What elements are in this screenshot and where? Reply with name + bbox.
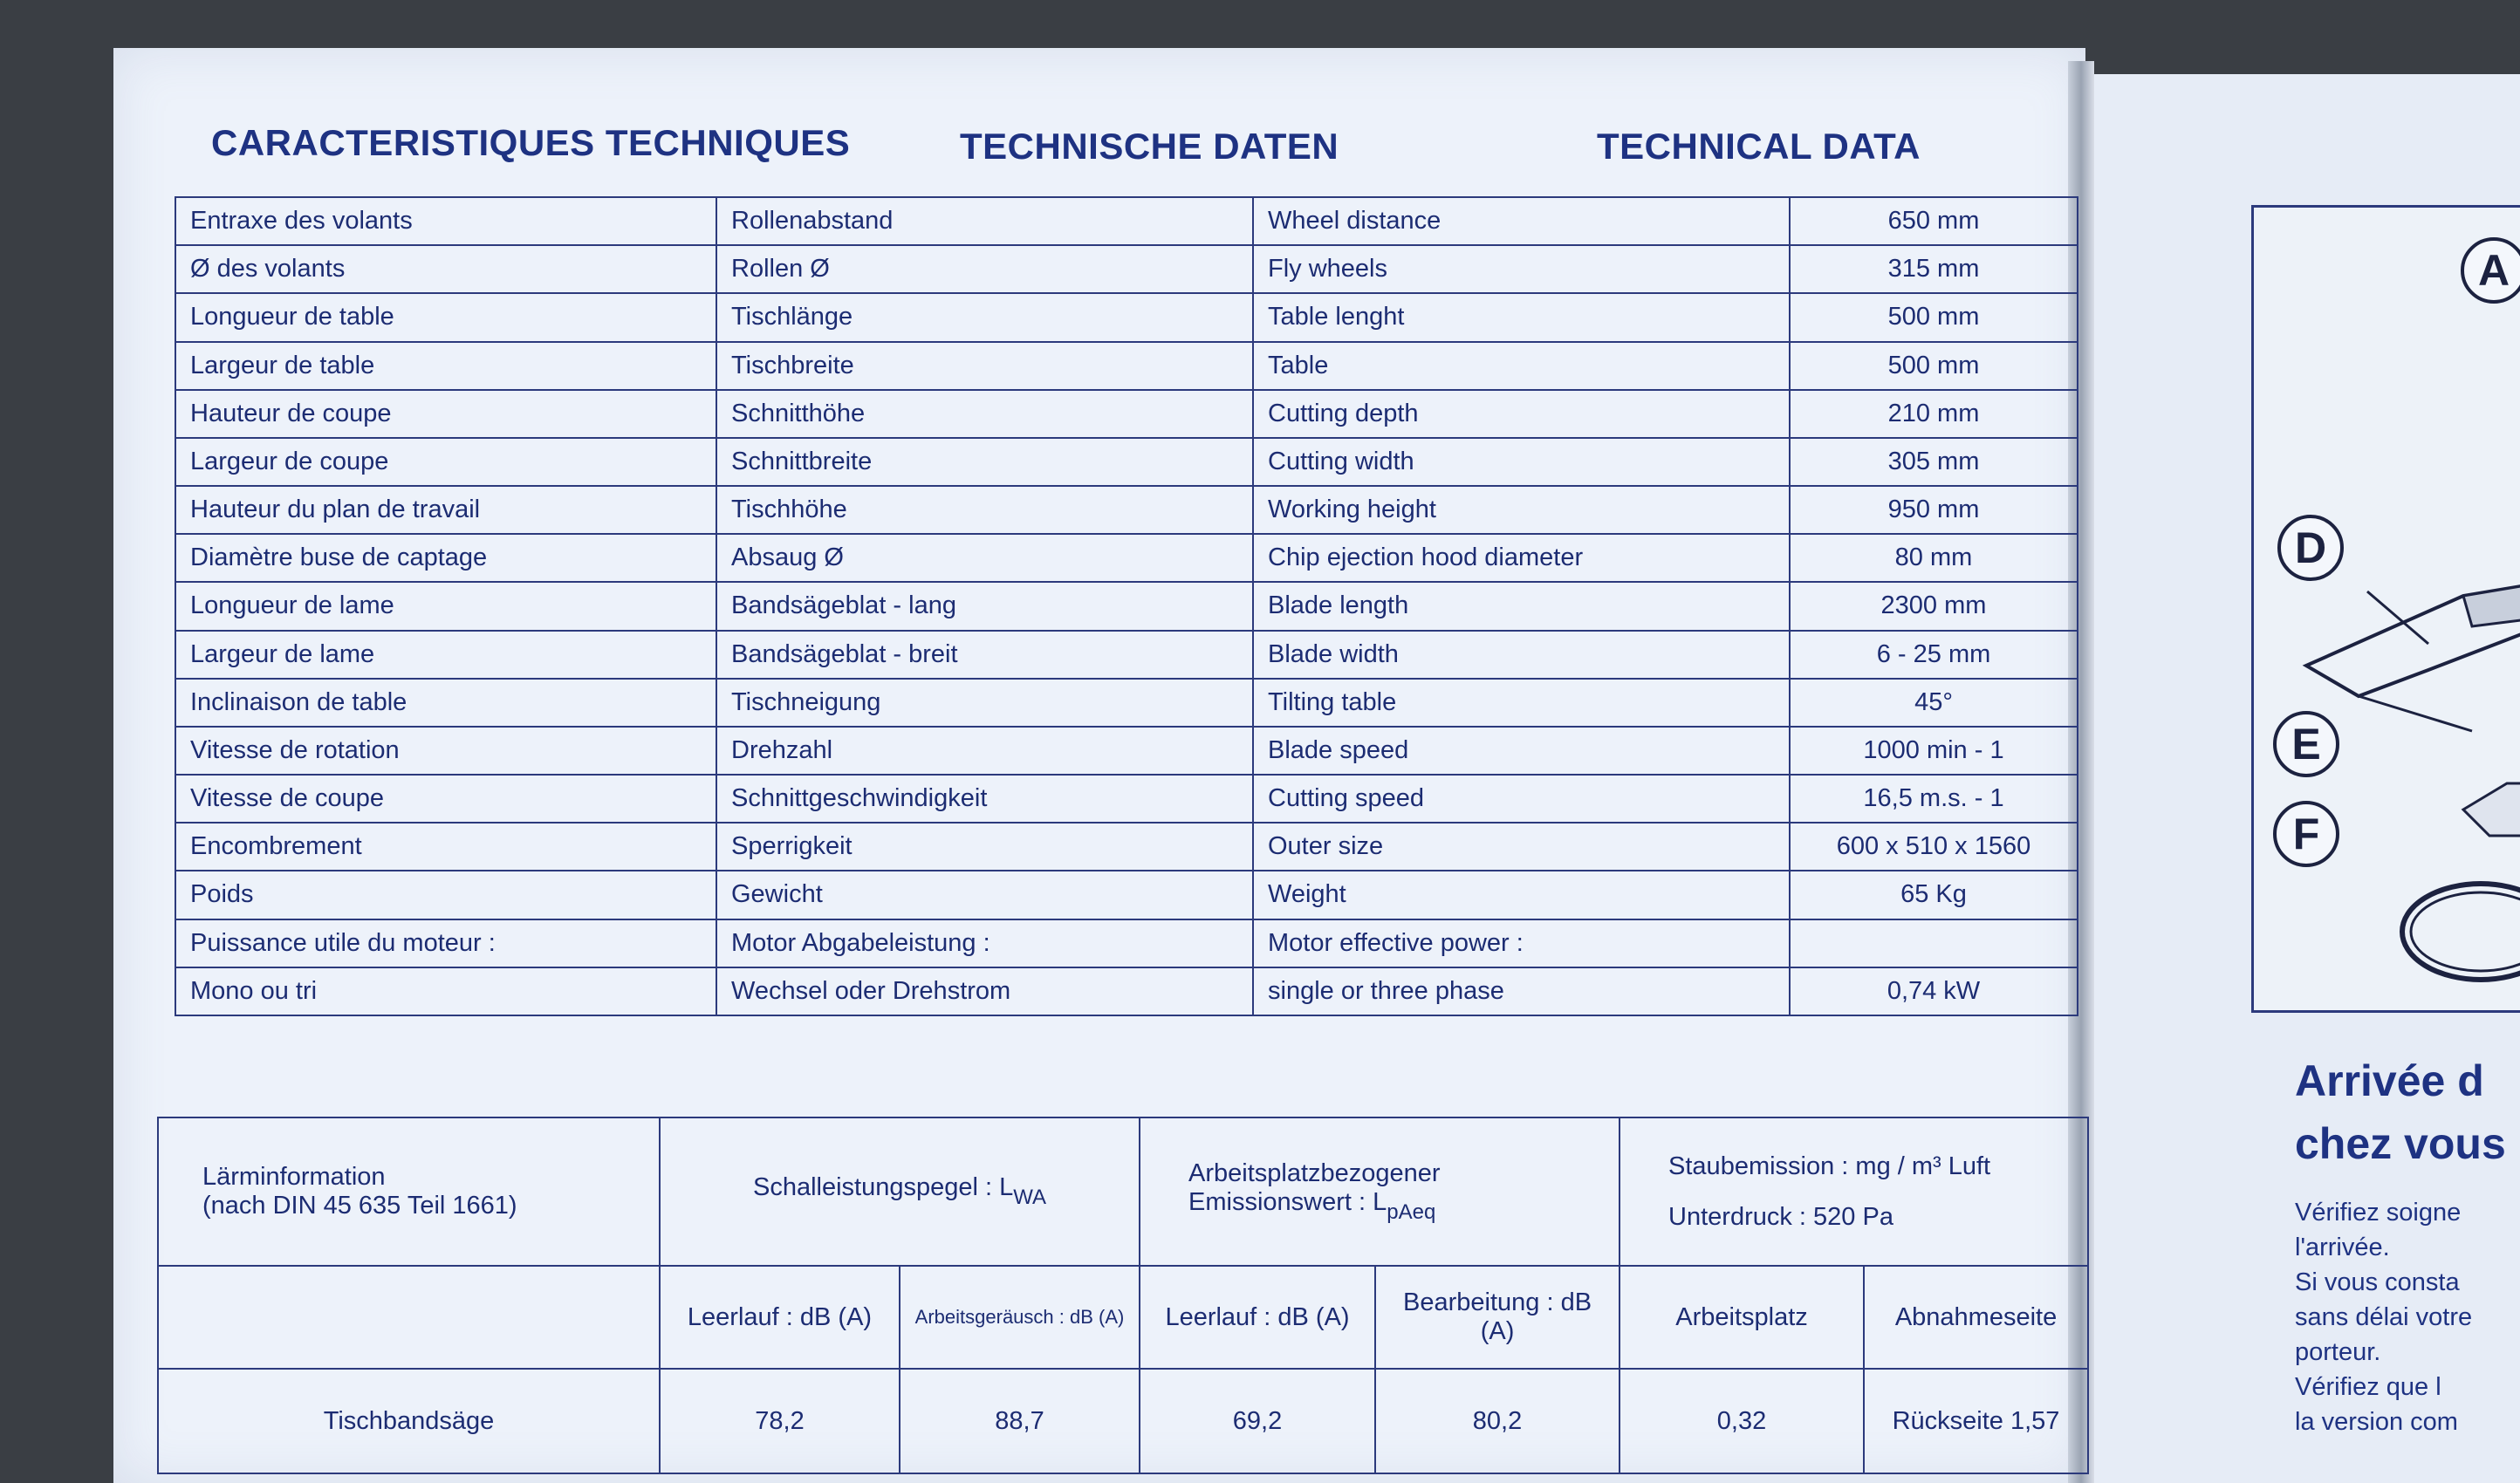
value-machining: 80,2 — [1375, 1369, 1620, 1473]
noise-header-row — [158, 1117, 2088, 1266]
heading-en: TECHNICAL DATA — [1597, 126, 1921, 167]
spec-value: 1000 min - 1 — [1790, 727, 2078, 775]
spec-value: 16,5 m.s. - 1 — [1790, 775, 2078, 823]
spec-label-fr: Diamètre buse de captage — [175, 534, 716, 582]
spec-label-fr: Puissance utile du moteur : — [175, 919, 716, 967]
emission-value-title: Arbeitsplatzbezogener — [1188, 1158, 1441, 1187]
spec-label-de: Gewicht — [716, 871, 1253, 919]
spec-row — [175, 342, 2078, 390]
arrival-title-line2: chez vous — [2295, 1119, 2506, 1168]
spec-row — [175, 727, 2078, 775]
spec-label-en: Chip ejection hood diameter — [1253, 534, 1790, 582]
sound-power-level-label: Schalleistungspegel : L — [752, 1173, 1014, 1201]
spec-label-de: Schnittbreite — [716, 438, 1253, 486]
spec-label-de: Motor Abgabeleistung : — [716, 919, 1253, 967]
spec-value: 0,74 kW — [1790, 967, 2078, 1015]
spec-label-de: Sperrigkeit — [716, 823, 1253, 871]
value-idle-2: 69,2 — [1140, 1369, 1375, 1473]
arrival-title-line1: Arrivée d — [2295, 1056, 2484, 1105]
spec-value: 500 mm — [1790, 293, 2078, 341]
technical-data-table — [175, 196, 2078, 1016]
section-headings — [0, 122, 1972, 174]
spec-value: 6 - 25 mm — [1790, 631, 2078, 679]
spec-row — [175, 438, 2078, 486]
spec-row — [175, 293, 2078, 341]
spec-row — [175, 967, 2078, 1015]
noise-values-row — [158, 1369, 2088, 1473]
spec-label-de: Bandsägeblat - breit — [716, 631, 1253, 679]
spec-label-de: Schnitthöhe — [716, 390, 1253, 438]
spec-value: 80 mm — [1790, 534, 2078, 582]
spec-label-de: Schnittgeschwindigkeit — [716, 775, 1253, 823]
spec-value: 2300 mm — [1790, 582, 2078, 630]
spec-label-en: Wheel distance — [1253, 197, 1790, 245]
spec-label-de: Drehzahl — [716, 727, 1253, 775]
spec-label-en: Working height — [1253, 486, 1790, 534]
arrival-text-line: l'arrivée. — [2295, 1234, 2390, 1261]
spec-row — [175, 582, 2078, 630]
spec-label-en: Blade width — [1253, 631, 1790, 679]
label-f-circle: F — [2273, 801, 2339, 867]
spec-label-fr: Largeur de coupe — [175, 438, 716, 486]
spec-label-fr: Longueur de table — [175, 293, 716, 341]
spec-value: 600 x 510 x 1560 — [1790, 823, 2078, 871]
arrival-text-line: porteur. — [2295, 1338, 2381, 1366]
dust-emission-cell — [1620, 1117, 2088, 1266]
spec-label-en: Fly wheels — [1253, 245, 1790, 293]
spec-value: 65 Kg — [1790, 871, 2078, 919]
spec-label-en: Outer size — [1253, 823, 1790, 871]
spec-label-en: Motor effective power : — [1253, 919, 1790, 967]
arrival-text-line: Vérifiez que l — [2295, 1373, 2441, 1401]
col-head-idle-2: Leerlauf : dB (A) — [1140, 1266, 1375, 1369]
spec-label-de: Absaug Ø — [716, 534, 1253, 582]
spec-label-en: Cutting width — [1253, 438, 1790, 486]
spec-label-de: Tischneigung — [716, 679, 1253, 727]
spec-value: 950 mm — [1790, 486, 2078, 534]
spec-label-fr: Largeur de table — [175, 342, 716, 390]
spec-label-fr: Encombrement — [175, 823, 716, 871]
spec-row — [175, 245, 2078, 293]
label-a-circle: A — [2461, 237, 2520, 304]
spec-label-fr: Poids — [175, 871, 716, 919]
spec-value: 305 mm — [1790, 438, 2078, 486]
arrival-text-line: la version com — [2295, 1408, 2458, 1436]
col-head-working-noise: Arbeitsgeräusch : dB (A) — [900, 1266, 1140, 1369]
spec-row — [175, 775, 2078, 823]
spec-label-fr: Hauteur du plan de travail — [175, 486, 716, 534]
spec-value: 500 mm — [1790, 342, 2078, 390]
spec-label-en: Table lenght — [1253, 293, 1790, 341]
spec-row — [175, 871, 2078, 919]
spec-label-fr: Hauteur de coupe — [175, 390, 716, 438]
heading-fr: CARACTERISTIQUES TECHNIQUES — [211, 122, 851, 163]
emission-value-subscript: pAeq — [1387, 1199, 1436, 1224]
emission-value-cell — [1140, 1117, 1620, 1266]
value-delivery-side: Rückseite 1,57 — [1864, 1369, 2088, 1473]
parts-diagram-illustration — [2254, 208, 2520, 1010]
value-working-noise: 88,7 — [900, 1369, 1140, 1473]
row-label-table-bandsaw: Tischbandsäge — [158, 1369, 660, 1473]
noise-information-table — [157, 1117, 2089, 1474]
spec-value: 210 mm — [1790, 390, 2078, 438]
spec-label-fr: Entraxe des volants — [175, 197, 716, 245]
spec-value: 45° — [1790, 679, 2078, 727]
spec-row — [175, 486, 2078, 534]
spec-label-de: Wechsel oder Drehstrom — [716, 967, 1253, 1015]
arrival-text-line: Si vous consta — [2295, 1268, 2460, 1296]
arrival-text-line: Vérifiez soigne — [2295, 1199, 2462, 1227]
spec-label-de: Tischlänge — [716, 293, 1253, 341]
spec-row — [175, 631, 2078, 679]
label-e-circle: E — [2273, 711, 2339, 777]
spec-row — [175, 679, 2078, 727]
spec-label-fr: Vitesse de coupe — [175, 775, 716, 823]
spec-label-fr: Largeur de lame — [175, 631, 716, 679]
spec-label-en: Cutting depth — [1253, 390, 1790, 438]
value-workplace: 0,32 — [1620, 1369, 1864, 1473]
spec-label-fr: Ø des volants — [175, 245, 716, 293]
spec-label-en: Blade length — [1253, 582, 1790, 630]
spec-label-de: Bandsägeblat - lang — [716, 582, 1253, 630]
spec-label-en: Blade speed — [1253, 727, 1790, 775]
spec-label-de: Tischbreite — [716, 342, 1253, 390]
spec-label-de: Rollen Ø — [716, 245, 1253, 293]
sound-power-level-subscript: WA — [1013, 1186, 1047, 1209]
sound-power-level-cell — [660, 1117, 1140, 1266]
parts-diagram-box — [2251, 205, 2520, 1013]
col-head-machining: Bearbeitung : dB (A) — [1375, 1266, 1620, 1369]
spec-label-en: Tilting table — [1253, 679, 1790, 727]
label-d-circle: D — [2277, 515, 2344, 581]
col-head-delivery-side: Abnahmeseite — [1864, 1266, 2088, 1369]
spec-label-fr: Inclinaison de table — [175, 679, 716, 727]
arrival-text — [2295, 1195, 2472, 1439]
spec-row — [175, 390, 2078, 438]
vacuum-pressure-label: Unterdruck : 520 Pa — [1668, 1203, 1893, 1231]
col-head-idle-1: Leerlauf : dB (A) — [660, 1266, 900, 1369]
noise-info-norm: (nach DIN 45 635 Teil 1661) — [202, 1192, 517, 1220]
value-idle-1: 78,2 — [660, 1369, 900, 1473]
spec-row — [175, 823, 2078, 871]
spec-label-en: single or three phase — [1253, 967, 1790, 1015]
spec-row — [175, 919, 2078, 967]
spec-label-en: Cutting speed — [1253, 775, 1790, 823]
arrival-text-line: sans délai votre — [2295, 1303, 2473, 1331]
noise-empty-cell — [158, 1266, 660, 1369]
spec-value: 650 mm — [1790, 197, 2078, 245]
spec-label-fr: Mono ou tri — [175, 967, 716, 1015]
emission-value-label: Emissionswert : L — [1188, 1187, 1387, 1216]
spec-label-de: Rollenabstand — [716, 197, 1253, 245]
spec-row — [175, 197, 2078, 245]
noise-column-heads-row — [158, 1266, 2088, 1369]
noise-info-cell — [158, 1117, 660, 1266]
noise-info-title: Lärminformation — [202, 1163, 386, 1191]
dust-emission-label: Staubemission : mg / m³ Luft — [1668, 1152, 1991, 1180]
spec-label-de: Tischhöhe — [716, 486, 1253, 534]
spec-label-en: Table — [1253, 342, 1790, 390]
spec-row — [175, 534, 2078, 582]
col-head-workplace: Arbeitsplatz — [1620, 1266, 1864, 1369]
spec-value: 315 mm — [1790, 245, 2078, 293]
spec-label-fr: Vitesse de rotation — [175, 727, 716, 775]
heading-de: TECHNISCHE DATEN — [960, 126, 1339, 167]
spec-value — [1790, 919, 2078, 967]
spec-label-en: Weight — [1253, 871, 1790, 919]
spec-label-fr: Longueur de lame — [175, 582, 716, 630]
